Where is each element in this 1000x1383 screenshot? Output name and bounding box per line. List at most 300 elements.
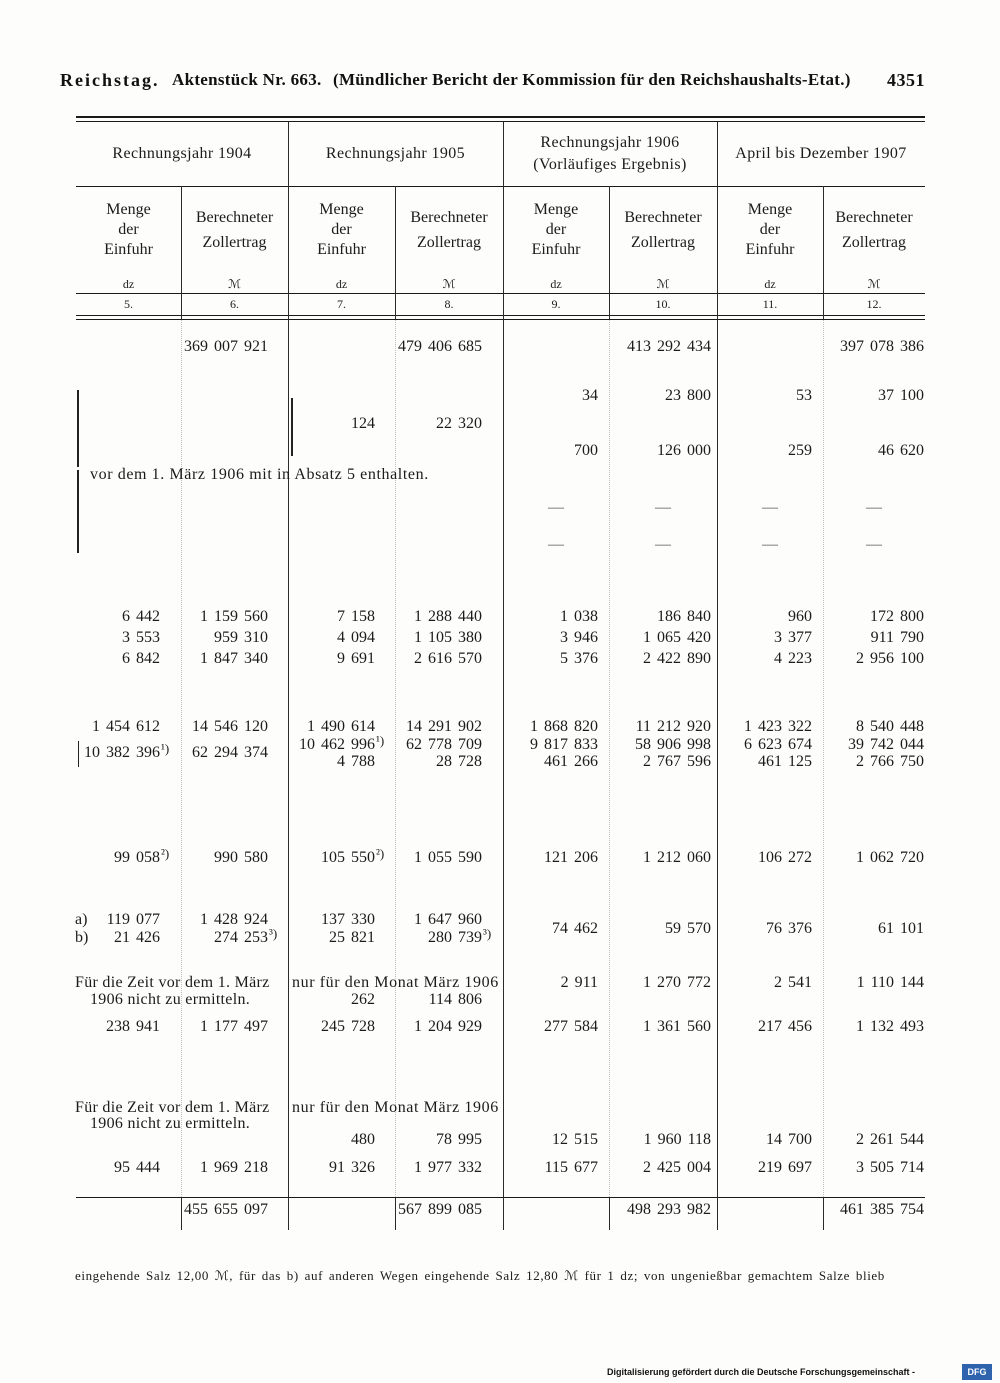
column-heading-line: Einfuhr <box>104 241 153 258</box>
customs-revenue-cell <box>436 752 482 772</box>
column-number: 7. <box>337 297 346 311</box>
note-before-march-line1: Für die Zeit vor dem 1. März <box>75 974 270 991</box>
customs-revenue-cell <box>856 752 924 772</box>
cell-value: 461 266 <box>544 753 598 770</box>
cell-value: 2 616 570 <box>414 650 482 667</box>
cell-value: 106 272 <box>758 849 812 866</box>
cell-value: 1 490 614 <box>307 718 375 735</box>
cell-value: 114 806 <box>428 991 482 1008</box>
cell-value: 1 212 060 <box>643 849 711 866</box>
footnote-marker: ³) <box>483 926 492 941</box>
unit-label: ℳ <box>656 277 670 291</box>
total-cell: 498 293 982 <box>627 1201 711 1218</box>
cell-value: 9 817 833 <box>530 736 598 753</box>
cell-value: 2 766 750 <box>856 753 924 770</box>
cell-value: 2 425 004 <box>643 1159 711 1176</box>
customs-revenue-cell <box>414 607 482 627</box>
import-quantity-cell <box>560 607 598 627</box>
cell-value: 59 570 <box>665 920 711 937</box>
column-number: 6. <box>230 297 239 311</box>
cell-value: 369 007 921 <box>184 338 268 355</box>
cell-value: 3 946 <box>560 629 598 646</box>
customs-revenue-cell <box>856 649 924 669</box>
cell-value: 186 840 <box>657 608 711 625</box>
import-quantity-cell <box>321 846 385 868</box>
cell-value: 2 261 544 <box>856 1131 924 1148</box>
import-quantity-cell <box>351 414 375 434</box>
cell-value: 700 <box>574 442 598 459</box>
import-quantity-heading <box>76 190 181 270</box>
cell-value: 1 423 322 <box>744 718 812 735</box>
import-quantity-cell <box>530 717 598 737</box>
cell-value: 14 700 <box>766 1131 812 1148</box>
import-quantity-cell <box>544 752 598 772</box>
customs-revenue-cell <box>657 607 711 627</box>
import-quantity-cell <box>307 717 375 737</box>
total-cell: 455 655 097 <box>184 1201 268 1218</box>
customs-revenue-cell <box>192 717 268 737</box>
footnote-marker: ¹) <box>161 741 170 756</box>
cell-value: 277 584 <box>544 1018 598 1035</box>
cell-value: 1 105 380 <box>414 629 482 646</box>
cell-value: 58 906 998 <box>635 736 711 753</box>
import-quantity-cell: — <box>762 499 778 516</box>
import-quantity-cell: — <box>762 536 778 553</box>
cell-value: 480 <box>351 1131 375 1148</box>
cell-value: 8 540 448 <box>856 718 924 735</box>
footnote-marker: ²) <box>376 846 385 861</box>
table-row <box>0 386 1000 406</box>
customs-revenue-cell <box>428 926 492 948</box>
import-quantity-cell <box>122 628 160 648</box>
cell-value: 1 361 560 <box>643 1018 711 1035</box>
cell-value: 137 330 <box>321 911 375 928</box>
import-quantity-cell <box>114 1158 160 1178</box>
cell-value: 259 <box>788 442 812 459</box>
column-heading-line: Berechneter <box>624 209 702 226</box>
column-heading-line: Menge <box>747 201 793 218</box>
cell-value: 1 062 720 <box>856 849 924 866</box>
cell-value: 121 206 <box>544 849 598 866</box>
column-heading-line: der <box>331 221 352 238</box>
customs-revenue-cell <box>878 386 924 406</box>
import-quantity-cell <box>574 441 598 461</box>
column-group-header <box>288 122 503 186</box>
totals-rule <box>76 1197 925 1198</box>
cell-value: 10 462 996 <box>299 736 375 753</box>
table-row <box>0 928 1000 948</box>
import-quantity-cell <box>545 1158 598 1178</box>
running-header-title: (Mündlicher Bericht der Kommission für den Reichshaushalts-Etat.) <box>333 70 851 89</box>
import-quantity-cell <box>560 649 598 669</box>
customs-revenue-cell <box>871 628 924 648</box>
column-heading-line: Zollertrag <box>842 234 906 251</box>
import-quantity-cell <box>788 441 812 461</box>
customs-revenue-cell <box>643 1017 711 1037</box>
table-row <box>0 990 1000 1010</box>
cell-value: 262 <box>351 991 375 1008</box>
cell-value: 4 223 <box>774 650 812 667</box>
import-quantity-cell <box>544 1017 598 1037</box>
customs-revenue-cell <box>214 926 278 948</box>
cell-value: 1 204 929 <box>414 1018 482 1035</box>
running-header-document-number: Aktenstück Nr. 663. <box>172 70 322 89</box>
cell-value: 1 270 772 <box>643 974 711 991</box>
customs-revenue-cell <box>856 1017 924 1037</box>
customs-revenue-cell <box>214 848 268 868</box>
cell-value: 115 677 <box>544 1159 598 1176</box>
column-heading-line: Berechneter <box>835 209 913 226</box>
cell-value: 1 065 420 <box>643 629 711 646</box>
cell-value: 4 094 <box>337 629 375 646</box>
note-included-in-absatz: vor dem 1. März 1906 mit in Absatz 5 enthalten. <box>90 466 429 483</box>
cell-value: 5 376 <box>560 650 598 667</box>
unit-label: dz <box>764 277 776 291</box>
customs-revenue-cell: — <box>866 536 882 553</box>
cell-value: 959 310 <box>214 629 268 646</box>
customs-revenue-cell <box>200 1017 268 1037</box>
cell-value: 62 778 709 <box>406 736 482 753</box>
cell-value: 3 377 <box>774 629 812 646</box>
row-label: a) <box>75 911 88 928</box>
cell-value: 76 376 <box>766 920 812 937</box>
digitization-credit: Digitalisierung gefördert durch die Deutsche Forschungsgemeinschaft - <box>607 1367 916 1377</box>
table-row <box>0 717 1000 737</box>
customs-revenue-cell <box>414 628 482 648</box>
table-top-rule-thick <box>76 116 925 118</box>
cell-value: 25 821 <box>329 929 375 946</box>
column-heading-line: Menge <box>319 201 364 218</box>
customs-revenue-cell <box>870 607 924 627</box>
cell-value: 413 292 434 <box>627 338 711 355</box>
column-group-label: Rechnungsjahr 1906 <box>540 134 680 151</box>
cell-value: 46 620 <box>878 442 924 459</box>
cell-value: 238 941 <box>106 1018 160 1035</box>
import-quantity-cell <box>774 628 812 648</box>
customs-revenue-cell <box>856 1130 924 1150</box>
cell-value: 1 868 820 <box>530 718 598 735</box>
table-row <box>0 441 1000 461</box>
footnote-text: eingehende Salz 12,00 ℳ, für das b) auf anderen Wegen eingehende Salz 12,80 ℳ für 1 dz; von ungenießbar gemachtem Salze blieb <box>75 1268 885 1283</box>
customs-revenue-cell <box>414 1158 482 1178</box>
import-quantity-cell <box>744 717 812 737</box>
customs-revenue-heading <box>395 190 503 270</box>
cell-value: 61 101 <box>878 920 924 937</box>
note-before-march-line1: Für die Zeit vor dem 1. März <box>75 1099 270 1116</box>
import-quantity-cell <box>351 990 375 1010</box>
import-quantity-cell: — <box>548 536 564 553</box>
column-heading-line: der <box>545 221 567 238</box>
row-label: b) <box>75 929 89 946</box>
table-row <box>0 848 1000 868</box>
column-heading-line: Einfuhr <box>745 241 795 258</box>
customs-revenue-cell <box>665 386 711 406</box>
cell-value: 1 428 924 <box>200 911 268 928</box>
column-number: 8. <box>444 297 454 311</box>
table-row <box>0 498 1000 518</box>
table-row <box>0 1158 1000 1178</box>
import-quantity-cell <box>92 717 160 737</box>
customs-revenue-cell <box>643 848 711 868</box>
unit-label: dz <box>550 277 562 291</box>
customs-revenue-heading <box>181 190 288 270</box>
cell-value: 911 790 <box>870 629 924 646</box>
customs-revenue-cell <box>657 441 711 461</box>
cell-value: 21 426 <box>114 929 160 946</box>
column-number: 10. <box>655 297 671 311</box>
column-number: 9. <box>551 297 561 311</box>
running-header-reichstag: Reichstag. <box>60 70 160 90</box>
import-quantity-cell: — <box>548 499 564 516</box>
unit-label: ℳ <box>442 277 456 291</box>
import-quantity-cell <box>337 607 375 627</box>
customs-revenue-cell: — <box>866 499 882 516</box>
table-row <box>0 337 1000 357</box>
customs-revenue-cell: — <box>655 536 671 553</box>
column-number: 12. <box>866 297 882 311</box>
cell-value: 14 291 902 <box>406 718 482 735</box>
customs-revenue-heading <box>823 190 925 270</box>
cell-value: 74 462 <box>552 920 598 937</box>
import-quantity-cell <box>122 649 160 669</box>
table-row <box>0 628 1000 648</box>
totals-row <box>0 1200 1000 1220</box>
import-quantity-cell <box>774 649 812 669</box>
header-bottom-rule-1 <box>76 315 925 316</box>
cell-value: 34 <box>582 387 598 404</box>
cell-value: 14 546 120 <box>192 718 268 735</box>
cell-value: 119 077 <box>106 911 160 928</box>
customs-revenue-cell <box>398 337 482 357</box>
import-quantity-cell <box>337 752 375 772</box>
import-quantity-heading <box>288 190 395 270</box>
customs-revenue-cell <box>856 1158 924 1178</box>
cell-value: 1 055 590 <box>414 849 482 866</box>
column-group-header <box>76 122 288 186</box>
note-march-only: nur für den Monat März 1906 <box>292 974 499 991</box>
cell-value: 2 541 <box>774 974 812 991</box>
import-quantity-cell <box>351 1130 375 1150</box>
cell-value: 2 911 <box>560 974 598 991</box>
cell-value: 95 444 <box>114 1159 160 1176</box>
footnote-marker: ²) <box>161 846 170 861</box>
customs-revenue-cell <box>856 717 924 737</box>
cell-value: 53 <box>796 387 812 404</box>
import-quantity-heading <box>717 190 823 270</box>
cell-value: 62 294 374 <box>192 744 268 761</box>
column-group-sublabel: (Vorläufiges Ergebnis) <box>533 156 687 173</box>
customs-revenue-cell <box>644 1130 711 1150</box>
customs-revenue-cell <box>436 1130 482 1150</box>
unit-label: ℳ <box>228 277 241 291</box>
column-heading-line: Berechneter <box>410 209 488 226</box>
cell-value: 39 742 044 <box>848 736 924 753</box>
cell-value: 3 553 <box>122 629 160 646</box>
cell-value: 1 177 497 <box>200 1018 268 1035</box>
import-quantity-cell <box>337 628 375 648</box>
note-before-march-line2: 1906 nicht zu ermitteln. <box>90 1115 251 1132</box>
column-number: 5. <box>124 297 133 311</box>
cell-value: 960 <box>788 608 812 625</box>
cell-value: 11 212 920 <box>635 718 711 735</box>
column-heading-line: der <box>759 221 781 238</box>
cell-value: 1 647 960 <box>414 911 482 928</box>
column-group-header <box>717 122 925 186</box>
import-quantity-heading <box>503 190 609 270</box>
import-quantity-cell <box>560 628 598 648</box>
table-row <box>0 535 1000 555</box>
total-cell: 567 899 085 <box>398 1201 482 1218</box>
cell-value: 274 253 <box>214 929 268 946</box>
cell-value: 219 697 <box>758 1159 812 1176</box>
import-quantity-cell <box>329 1158 375 1178</box>
customs-revenue-cell <box>643 628 711 648</box>
cell-value: 10 382 396 <box>84 744 160 761</box>
import-quantity-cell <box>122 607 160 627</box>
import-quantity-cell <box>758 1158 812 1178</box>
column-heading-line: Zollertrag <box>202 234 267 251</box>
cell-value: 217 456 <box>758 1018 812 1035</box>
cell-value: 990 580 <box>214 849 268 866</box>
customs-revenue-cell <box>627 337 711 357</box>
import-quantity-cell <box>114 846 170 868</box>
import-quantity-cell <box>758 848 812 868</box>
column-group-label: Rechnungsjahr 1905 <box>325 145 466 162</box>
cell-value: 7 158 <box>337 608 375 625</box>
customs-revenue-cell <box>643 649 711 669</box>
cell-value: 1 969 218 <box>200 1159 268 1176</box>
cell-value: 1 847 340 <box>200 650 268 667</box>
unit-label: dz <box>122 277 135 291</box>
column-heading-line: Menge <box>533 201 579 218</box>
cell-value: 1 454 612 <box>92 718 160 735</box>
column-group-label: April bis Dezember 1907 <box>735 145 907 162</box>
customs-revenue-cell <box>200 649 268 669</box>
column-heading-line: Einfuhr <box>317 241 366 258</box>
customs-revenue-cell <box>184 337 268 357</box>
cell-value: 6 842 <box>122 650 160 667</box>
column-heading-line: Zollertrag <box>417 234 481 251</box>
total-cell: 461 385 754 <box>840 1201 924 1218</box>
table-row <box>0 414 1000 434</box>
column-heading-line: der <box>118 221 139 238</box>
import-quantity-cell <box>337 649 375 669</box>
import-quantity-cell <box>114 928 160 948</box>
import-quantity-cell <box>544 848 598 868</box>
cell-value: 126 000 <box>657 442 711 459</box>
unit-label: dz <box>335 277 348 291</box>
table-row <box>0 1130 1000 1150</box>
cell-value: 245 728 <box>321 1018 375 1035</box>
customs-revenue-cell <box>414 848 482 868</box>
import-quantity-cell <box>796 386 812 406</box>
customs-revenue-cell <box>414 1017 482 1037</box>
cell-value: 397 078 386 <box>840 338 924 355</box>
cell-value: 6 623 674 <box>744 736 812 753</box>
note-before-march-line2: 1906 nicht zu ermitteln. <box>90 991 251 1008</box>
customs-revenue-cell <box>643 1158 711 1178</box>
cell-value: 23 800 <box>665 387 711 404</box>
cell-value: 1 288 440 <box>414 608 482 625</box>
import-quantity-cell <box>582 386 598 406</box>
import-quantity-cell <box>321 1017 375 1037</box>
dfg-logo-icon: DFG <box>962 1364 992 1380</box>
cell-value: 1 132 493 <box>856 1018 924 1035</box>
cell-value: 124 <box>351 415 375 432</box>
table-row <box>0 1017 1000 1037</box>
cell-value: 12 515 <box>552 1131 598 1148</box>
customs-revenue-cell <box>856 848 924 868</box>
cell-value: 1 960 118 <box>643 1131 711 1148</box>
cell-value: 6 442 <box>122 608 160 625</box>
cell-value: 1 110 144 <box>856 974 924 991</box>
import-quantity-cell <box>758 1017 812 1037</box>
customs-revenue-cell <box>414 649 482 669</box>
import-quantity-cell <box>106 1017 160 1037</box>
footnote-marker: ¹) <box>376 733 385 748</box>
unit-label: ℳ <box>867 277 881 291</box>
customs-revenue-cell: — <box>655 499 671 516</box>
customs-revenue-cell <box>878 441 924 461</box>
table-row <box>0 752 1000 772</box>
page-number: 4351 <box>887 70 925 90</box>
cell-value: 2 422 890 <box>643 650 711 667</box>
note-march-only: nur für den Monat März 1906 <box>292 1099 499 1116</box>
cell-value: 479 406 685 <box>398 338 482 355</box>
column-heading-line: Berechneter <box>195 209 274 226</box>
column-heading-line: Einfuhr <box>531 241 581 258</box>
customs-revenue-cell <box>643 752 711 772</box>
footnote-marker: ³) <box>269 926 278 941</box>
cell-value: 1 038 <box>560 608 598 625</box>
header-bottom-rule-2 <box>76 319 925 320</box>
column-number: 11. <box>762 297 778 311</box>
import-quantity-cell <box>758 752 812 772</box>
import-quantity-cell <box>788 607 812 627</box>
group-header-rule <box>76 186 925 187</box>
cell-value: 461 125 <box>758 753 812 770</box>
customs-revenue-cell <box>200 607 268 627</box>
cell-value: 37 100 <box>878 387 924 404</box>
cell-value: 78 995 <box>436 1131 482 1148</box>
cell-value: 3 505 714 <box>856 1159 924 1176</box>
cell-value: 1 977 332 <box>414 1159 482 1176</box>
column-group-header <box>503 122 717 186</box>
table-row <box>0 649 1000 669</box>
cell-value: 99 058 <box>114 849 160 866</box>
cell-value: 105 550 <box>321 849 375 866</box>
column-heading-line: Zollertrag <box>631 234 695 251</box>
cell-value: 4 788 <box>337 753 375 770</box>
cell-value: 91 326 <box>329 1159 375 1176</box>
customs-revenue-cell <box>636 717 711 737</box>
import-quantity-cell <box>329 928 375 948</box>
cell-value: 172 800 <box>870 608 924 625</box>
cell-value: 28 728 <box>436 753 482 770</box>
cell-value: 2 767 596 <box>643 753 711 770</box>
customs-revenue-cell <box>436 414 482 434</box>
table-row <box>0 607 1000 627</box>
customs-revenue-cell <box>200 1158 268 1178</box>
cell-value: 2 956 100 <box>856 650 924 667</box>
customs-revenue-cell <box>429 990 482 1010</box>
column-heading-line: Menge <box>106 201 151 218</box>
customs-revenue-cell <box>840 337 924 357</box>
column-group-label: Rechnungsjahr 1904 <box>112 145 252 162</box>
cell-value: 22 320 <box>436 415 482 432</box>
import-quantity-cell <box>766 1130 812 1150</box>
import-quantity-cell <box>552 1130 598 1150</box>
